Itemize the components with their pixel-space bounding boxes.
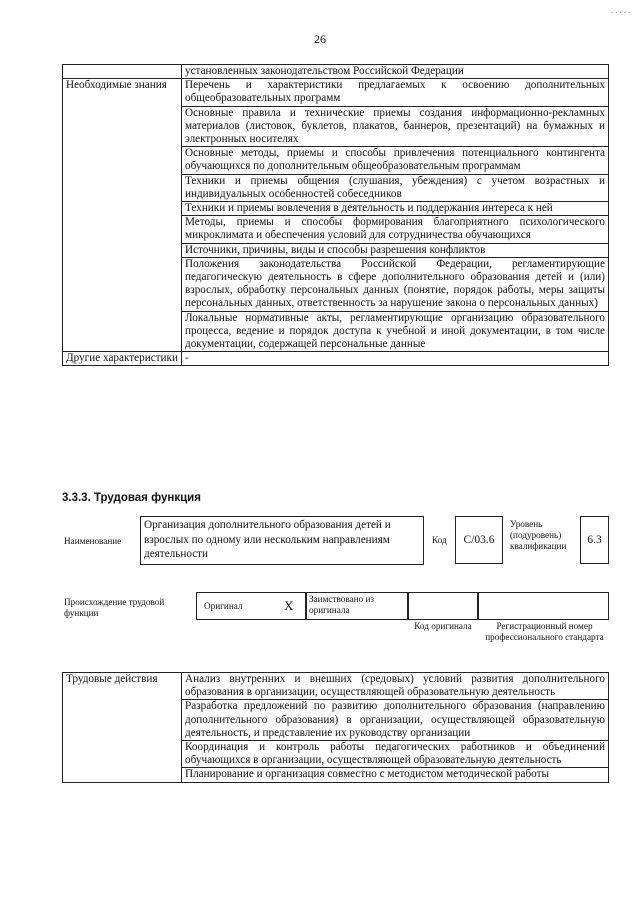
knowledge-item: Перечень и характеристики предлагаемых к освоению дополнительных общеобразовательных программ [182, 79, 609, 106]
other-characteristics-value: - [182, 352, 609, 366]
name-label: Наименование [64, 536, 122, 546]
page-number: 26 [314, 32, 326, 46]
original-code-box [408, 592, 478, 620]
code-value-box [455, 516, 503, 564]
knowledge-item: Основные правила и технические приемы создания информационно-рекламных материалов (листовок, буклетов, плакатов, баннеров, презентаций) на бумажных и электронных носителях [182, 106, 609, 147]
level-label: Уровень (подуровень) квалификации [510, 519, 567, 551]
corner-mark: ····· [610, 8, 632, 19]
table-cell-empty [63, 65, 182, 79]
continuation-text: установленных законодательством Российской Федерации [182, 65, 609, 79]
original-label: Оригинал [204, 601, 243, 611]
code-value: C/03.6 [463, 534, 495, 546]
reg-number-box [478, 592, 609, 620]
code-label: Код [432, 535, 447, 545]
table-row [63, 79, 609, 106]
table-row [63, 65, 609, 79]
action-item: Планирование и организация совместно с методистом методической работы [182, 768, 609, 782]
section-title: 3.3.3. Трудовая функция [62, 492, 201, 504]
actions-label: Трудовые действия [63, 673, 182, 783]
table-row [63, 673, 609, 700]
action-item: Анализ внутренних и внешних (средовых) условий развития дополнительного образования в организации, осуществляющей образовательную деятельность [182, 673, 609, 700]
reg-caption: Регистрационный номер профессионального стандарта [485, 621, 604, 642]
table-row [63, 352, 609, 366]
actions-table [62, 672, 609, 783]
code-caption: Код оригинала [414, 621, 472, 631]
knowledge-table [62, 64, 609, 366]
function-name-value: Организация дополнительного образования детей и взрослых по одному или нескольким направлениям деятельности [144, 519, 391, 560]
action-item: Разработка предложений по развитию дополнительного образования (направлению дополнительного образования) в организации, осуществляющей образовательную деятельность, и представление их руководству организации [182, 700, 609, 741]
knowledge-item: Локальные нормативные акты, регламентирующие организацию образовательного процесса, ведение и порядок доступа к учебной и иной документации, в том числе документации, содержащей персональные данные [182, 311, 609, 352]
level-value-box [580, 516, 609, 564]
knowledge-item: Положения законодательства Российской Федерации, регламентирующие педагогическую деятельность в сфере дополнительного образования детей и (или) взрослых, обработку персональных данных (понятие, порядок работы, меры защиты персональных данных, ответственность за нарушение закона о персональных данных) [182, 257, 609, 311]
knowledge-item: Методы, приемы и способы формирования благоприятного психологического микроклимата и обеспечения условий для сотрудничества обучающихся [182, 216, 609, 243]
origin-label: Происхождение трудовой функции [64, 597, 165, 618]
original-mark: X [284, 598, 294, 613]
borrowed-label: Заимствовано из оригинала [309, 594, 375, 615]
knowledge-label: Необходимые знания [63, 79, 182, 352]
knowledge-item: Источники, причины, виды и способы разрешения конфликтов [182, 243, 609, 257]
function-name-box [140, 516, 424, 565]
knowledge-item: Техники и приемы общения (слушания, убеждения) с учетом возрастных и индивидуальных особенностей собеседников [182, 174, 609, 201]
knowledge-item: Основные методы, приемы и способы привлечения потенциального контингента обучающихся по дополнительным общеобразовательным программам [182, 147, 609, 174]
action-item: Координация и контроль работы педагогических работников и объединений обучающихся в организации, осуществляющей образовательную деятельность [182, 741, 609, 768]
knowledge-item: Техники и приемы вовлечения в деятельность и поддержания интереса к ней [182, 202, 609, 216]
level-value: 6.3 [587, 534, 602, 546]
other-characteristics-label: Другие характеристики [63, 352, 182, 366]
